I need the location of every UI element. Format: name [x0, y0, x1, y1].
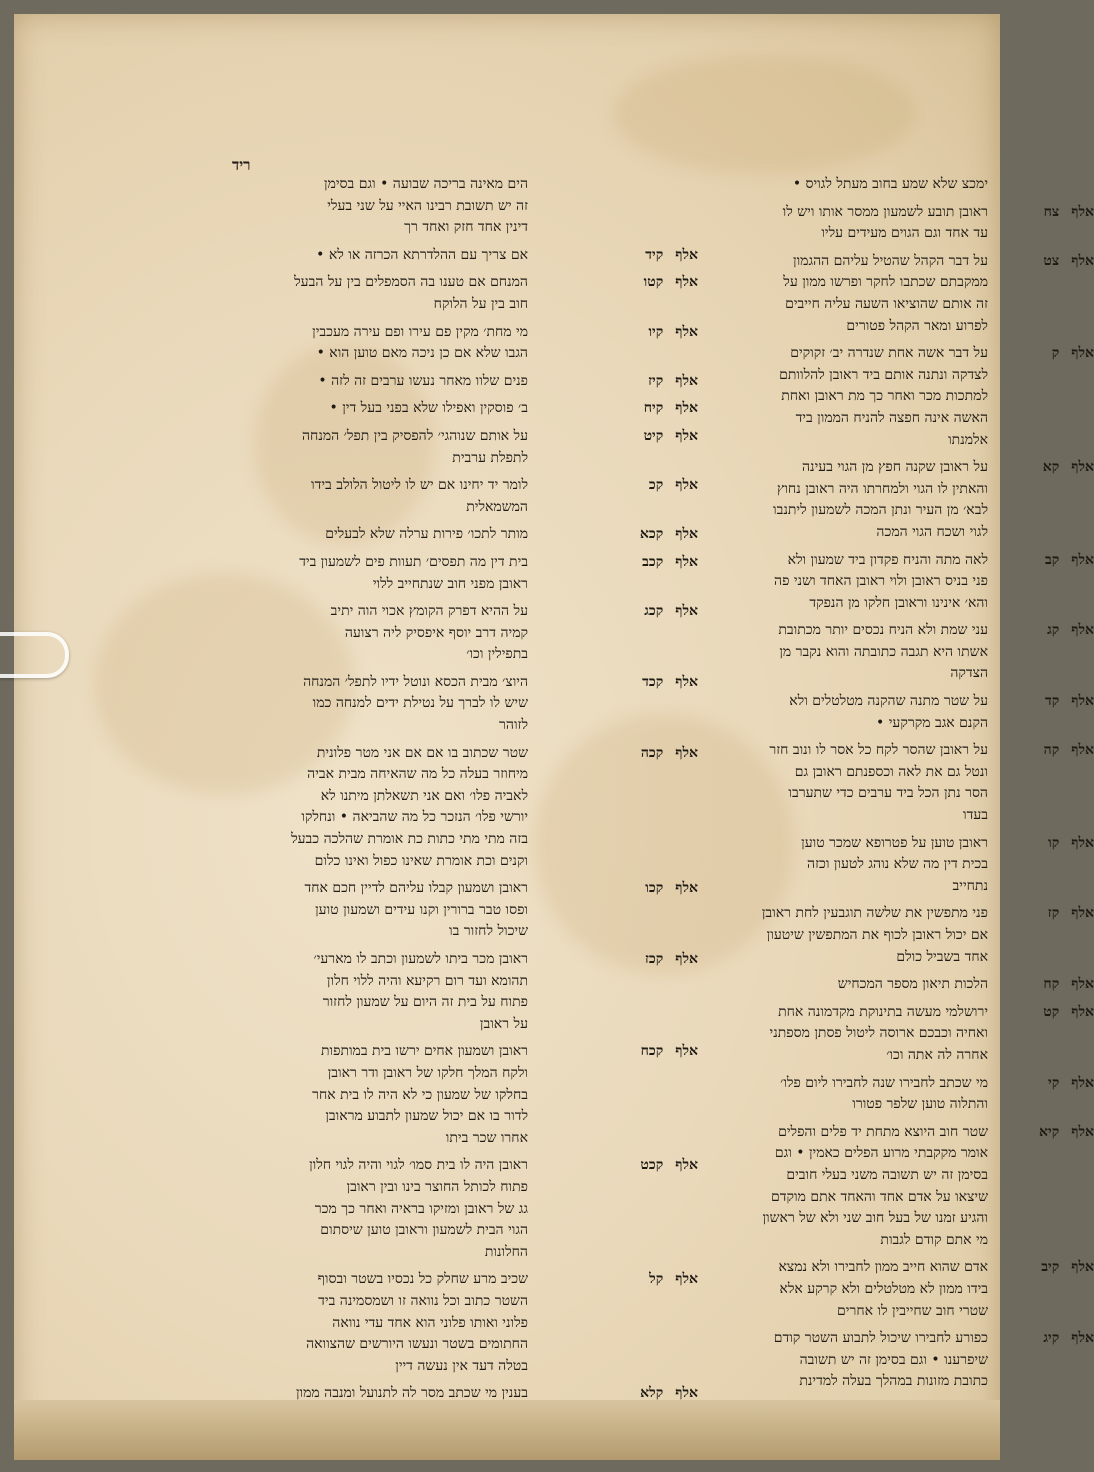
entry-text-line: על דבר הקהל שהטיל עליהם ההגמון: [793, 252, 988, 269]
entry-number-letter: אלף: [675, 427, 698, 444]
entry-number-value: קכו: [645, 880, 664, 897]
entry-number: [558, 272, 698, 294]
entry-number: [1006, 903, 1094, 925]
entry-number: [1006, 251, 1094, 273]
entry-text-line: ראובן מפני חוב שנתחייב ללוי: [372, 575, 528, 592]
entry-number-letter: אלף: [1071, 1330, 1094, 1347]
entry-text-line: היוצ׳ מבית הכסא ונוטל ידיו לתפל׳ המנחה: [303, 673, 528, 690]
entry-number: [558, 426, 698, 448]
entry-text-line: השטר כתוב וכל נוואה זו ושמסמינה ביד: [318, 1292, 528, 1309]
entry-number: [1006, 691, 1094, 713]
entry-text-line: ימכצ שלא שמע בחוב מעתל לגויס •: [792, 176, 988, 192]
entry-text-line: מי מחת׳ מקין פם עירו ופם עירה מעכבין: [312, 323, 528, 340]
entry-number-letter: אלף: [1071, 1259, 1094, 1276]
entry-text-line: שטר חוב היוצא מתחת יד פלים והפלים: [778, 1123, 988, 1140]
entry-text-line: מותר לתכו׳ פירות ערלה שלא לבעלים: [325, 526, 528, 543]
entry-number-letter: אלף: [675, 526, 698, 543]
entry-text-line: פני בניס ראובן ולוי ראובן האחד ושני פה: [774, 573, 988, 590]
entry-text-line: הגוי הבית לשמעון וראובן טוען שיסתום: [320, 1222, 528, 1239]
entry: [188, 1269, 698, 1377]
entry-number-value: קיב: [1041, 1259, 1060, 1276]
entry: [188, 672, 698, 737]
entry-text-line: לזוהר: [499, 717, 528, 734]
entry-text-line: כתובת מזונות במהלך בעלה למדינת: [799, 1373, 988, 1390]
entry-number: [558, 601, 698, 623]
entry-text-line: על ראובן שהסר לקח כל אסר לו ונוב חזר: [769, 742, 988, 759]
entry-text-line: נתחייב: [952, 877, 988, 894]
entry-number: [558, 1155, 698, 1177]
entry-text-line: בידו ממון לא מטלטלים ולא קרקע אלא: [779, 1280, 988, 1297]
entry-number: [1006, 1122, 1094, 1144]
entry-text-line: לאביה פלו׳ ואם אני תשאלתן מיתנו לא: [320, 787, 528, 804]
entry-number-letter: אלף: [1071, 1074, 1094, 1091]
entry-number-value: קה: [1043, 742, 1060, 759]
entry: [548, 974, 1094, 996]
entry-text-line: הצדקה: [950, 665, 988, 682]
entry-number-letter: אלף: [675, 744, 698, 761]
entry-number-letter: אלף: [675, 323, 698, 340]
entry-text-line: ראובן מכר ביתו לשמעון וכתב לו מארעי׳: [313, 951, 528, 967]
entry: [188, 174, 528, 239]
entry-text-line: ממקבתם שכתבו לחקר ופרשו ממון על: [783, 274, 988, 291]
entry-number-letter: אלף: [1071, 345, 1094, 362]
entry-text-line: לפרוע ומאר הקהל פטורים: [846, 317, 988, 334]
entry-text-line: גג של ראובן ומזיקו בראיה ואחר כך מכר: [314, 1200, 528, 1217]
entry-text-line: אומר מקקבתי מרוע הפלים כאמין • וגם: [774, 1145, 988, 1162]
entry-number-letter: אלף: [675, 274, 698, 291]
entry-text-line: ופסו טבר ברורין וקנו עידים ושמעון טוען: [315, 901, 528, 918]
entry-number-letter: אלף: [1071, 459, 1094, 476]
entry-text-line: ראובן היה לו בית סמו׳ לגוי והיה לגוי חלון: [309, 1157, 528, 1174]
entry-number: [558, 245, 698, 267]
entry-text-line: חוב בין על הלוקח: [433, 295, 528, 312]
entry-number-value: קטו: [643, 274, 664, 291]
entry-text-line: מי אתם קודם לגבות: [880, 1231, 988, 1248]
entry-text-line: האשה אינה חפצה להניח הממון ביד: [795, 409, 988, 426]
entry-text-line: על שטר מתנה שהקנה מטלטלים ולא: [789, 693, 988, 710]
entry-text-line: לומר יד יחינו אם יש לו ליטול הלולב בידו: [311, 477, 528, 494]
entry-number-letter: אלף: [675, 553, 698, 570]
entry-number-value: קיח: [643, 400, 664, 417]
entry: [548, 691, 1094, 734]
entry-text-line: אחד בשביל כולם: [896, 948, 988, 965]
entry-number-value: קכד: [642, 673, 664, 690]
entry-number-value: קכה: [640, 744, 664, 761]
entry-text-line: ולקח המלך חלקו של ראובן ודר ראובן: [327, 1064, 528, 1081]
entry-text-line: על ראובן שקנה חפץ מן הגוי בעינה: [801, 459, 988, 476]
entry-number-letter: אלף: [1071, 551, 1094, 568]
entry-number: [558, 1269, 698, 1291]
running-head: ריד: [232, 156, 251, 174]
entry: [188, 601, 698, 666]
entry-number-letter: אלף: [675, 372, 698, 389]
entry-text-line: מי שכתב לחבירו שנה לחבירו ליום פלו׳: [780, 1074, 988, 1091]
entry-text-line: והא׳ אינינו וראובן חלקו מן הנפקד: [809, 594, 988, 611]
entry-text-line: פתוח על בית זה היום על שמעון לחזור: [322, 994, 528, 1011]
entry-text-line: שיצאו על אדם אחד והאחד אתם מוקדם: [771, 1188, 988, 1205]
entry-text-line: המנחם אם טענו בה הסמפלים בין על הבעל: [294, 274, 528, 291]
entry-text-line: שכיב מרע שחלק כל נכסיו בשטר ובסוף: [317, 1271, 528, 1288]
entry: [188, 371, 698, 393]
entry: [188, 1041, 698, 1149]
entry-number-letter: אלף: [1071, 1003, 1094, 1020]
entry-number-value: קלא: [640, 1385, 664, 1402]
entry-text-line: לצדקה ונתנה אותם ביד ראובן להלוותם: [779, 366, 988, 383]
entry-number-letter: אלף: [1071, 834, 1094, 851]
entry-number-value: קיד: [645, 246, 664, 263]
right-column: [548, 174, 1094, 1399]
entry-number-value: קכז: [644, 951, 664, 967]
entry-number: [558, 1383, 698, 1405]
entry-number-letter: אלף: [675, 1043, 698, 1060]
entry-text-line: פלוני ואותו פלוני הוא אחד עדי נוואה: [332, 1314, 528, 1331]
entry-number-value: קיג: [1043, 1330, 1060, 1347]
entry-text-line: הקנם אגב מקרקעי •: [876, 714, 988, 731]
entry-number: [1006, 457, 1094, 479]
entry-number-letter: אלף: [1071, 622, 1094, 639]
entry-number: [1006, 740, 1094, 762]
entry-text-line: בענין מי שכתב מסר לה לתנועל ומנבה ממון: [295, 1385, 528, 1402]
entry-number: [558, 475, 698, 497]
entry: [188, 1155, 698, 1263]
entry: [188, 878, 698, 943]
entry-text-line: החתומים בשטר ונעשו היורשים שהצוואה: [306, 1336, 528, 1353]
paper-stain: [614, 54, 914, 174]
entry-text-line: פני מתפשין את שלשה תוגבעין לחת ראובן: [761, 905, 988, 922]
entry-number-letter: אלף: [675, 246, 698, 263]
entry-number-value: קכא: [639, 526, 664, 543]
entry-number: [1006, 1328, 1094, 1350]
entry-text-line: קמיה דרב יוסף איפסיק ליה רצועה: [344, 624, 528, 641]
entry-text-line: בטלה דעד אין נעשה דיין: [395, 1357, 528, 1374]
entry-number-letter: אלף: [675, 603, 698, 620]
entry: [188, 426, 698, 469]
entry-number-value: קג: [1047, 622, 1060, 639]
entry-number-letter: אלף: [1071, 693, 1094, 710]
entry-text-line: על ההיא דפרק הקומץ אכוי הוה יתיב: [330, 603, 528, 620]
entry-number: [558, 524, 698, 546]
entry-number: [558, 1041, 698, 1063]
entry-text-line: הגבו שלא אם כן ניכה מאם טוען הוא •: [316, 345, 528, 362]
entry-number-value: קכ: [648, 477, 664, 494]
entry-number-letter: אלף: [675, 1157, 698, 1174]
entry-number-value: קיא: [1039, 1123, 1060, 1140]
entry-text-line: כפורע לחבירו שיכול לתבוע השטר קודם: [773, 1330, 988, 1347]
entry-text-line: אדם שהוא חייב ממון לחבירו ולא נמצא: [778, 1259, 988, 1276]
entry-number: [558, 322, 698, 344]
entry-text-line: הלכות תיאון מספר המכחיש: [837, 976, 988, 993]
entry-text-line: בסימן זה יש תשובה משני בעלי חובים: [786, 1166, 988, 1183]
entry-text-line: המשמאלית: [466, 498, 528, 515]
entry-text-line: ב׳ פוסקין ואפילו שלא בפני בעל דין •: [329, 400, 528, 417]
entry-number: [558, 398, 698, 420]
entry-text-line: תהומא ועד רום רקיעא והיה ללוי חלון: [326, 972, 528, 989]
entry-number: [558, 878, 698, 900]
entry-text-line: למתכות מכר ואחר כך מת ראובן ואחת: [781, 388, 988, 405]
entry-number: [558, 371, 698, 393]
entry-number: [1006, 1002, 1094, 1024]
entry-number: [1006, 1073, 1094, 1095]
entry-number-value: צט: [1043, 252, 1060, 269]
entry-text-line: ואחיה וכבכם ארוסה ליטול פסתן מספתני: [769, 1025, 988, 1042]
entry-text-line: לאה מתה והניח פקדון ביד שמעון ולא: [787, 551, 988, 568]
entry-number: [1006, 202, 1094, 224]
entry-text-line: זה אותם שהוציאו השעה עליה חייבים: [785, 295, 988, 312]
entry-text-line: פתוח לכותל החוצר בינו ובין ראובן: [346, 1178, 528, 1195]
entry-number-value: קד: [1044, 693, 1060, 710]
entry-text-line: בזה מתי מתי כתות כת אומרת שהלכה כבעל: [291, 831, 528, 848]
entry-number-letter: אלף: [1071, 742, 1094, 759]
entry-text-line: אם צריך עם ההלדרתא הכרזה או לא •: [316, 246, 528, 263]
entry-text-line: עד אחד וגם הגוים מעידים עליו: [821, 225, 988, 242]
entry-number-letter: אלף: [675, 1385, 698, 1402]
entry-text-line: ונטל גם את לאה וכספנתם ראובן גם: [794, 763, 988, 780]
entry-text-line: שיכול לחזור בו: [449, 923, 528, 940]
entry: [188, 245, 698, 267]
entry-number-value: קב: [1044, 551, 1060, 568]
entry-text-line: פנים שלוו מאחר נעשו ערבים זה לזה •: [318, 372, 528, 389]
entry-number-letter: אלף: [1071, 905, 1094, 922]
entry-number: [1006, 550, 1094, 572]
entry-text-line: בתפילין וכו׳: [466, 646, 528, 663]
entry: [188, 398, 698, 420]
entry-number-letter: אלף: [675, 880, 698, 897]
entry-text-line: לגוי ושכח הגוי המכה: [876, 523, 988, 540]
entry-text-line: בית דין מה תפסים׳ תעוות פים לשמעון ביד: [299, 553, 528, 570]
entry-text-line: והתלוה טוען שלפר פטורו: [852, 1096, 988, 1113]
entry-text-line: ראובן תובע לשמעון ממסר אותו ויש לו: [782, 203, 988, 220]
entry-text-line: שטר שכתוב בו אם אם אני מטר פלונית: [316, 744, 528, 761]
entry-text-line: על ראובן: [479, 1015, 528, 1032]
entry-number-letter: אלף: [675, 673, 698, 690]
entry-text-line: בעדו: [963, 807, 988, 824]
entry-number-value: קי: [1048, 1074, 1060, 1091]
entry-number-value: קיז: [648, 372, 664, 389]
entry-text-line: מיחוזר בעלה כל מה שהאיחה מבית אביה: [307, 766, 528, 783]
entry-number: [558, 743, 698, 765]
entry: [188, 475, 698, 518]
entry-number-letter: אלף: [1071, 203, 1094, 220]
entry-text-line: והגיע זמנו של בעל חוב שני ולא של ראשון: [762, 1210, 988, 1227]
entry-number-value: קו: [1048, 834, 1060, 851]
entry: [188, 1383, 698, 1405]
entry-number: [558, 672, 698, 694]
entry-number-value: קל: [649, 1271, 664, 1288]
entry-number-value: קא: [1042, 459, 1060, 476]
entry-text-line: אלמנתו: [948, 431, 988, 448]
entry-number: [1006, 343, 1094, 365]
entry-text-line: יורשי פלו׳ הנזכר כל מה שהביאה • ונחלקו: [301, 809, 528, 826]
entry-number-value: קיו: [648, 323, 664, 340]
entry: [188, 272, 698, 315]
entry-text-line: והאתין לו הגוי ולמחרתו היה ראובן נחוץ: [777, 480, 988, 497]
entry-text-line: אחרו שכר ביתו: [445, 1129, 528, 1146]
entry-number-letter: אלף: [675, 400, 698, 417]
entry-text-line: על אותם שנוהגי׳ להפסיק בין תפל׳ המנחה: [301, 427, 528, 444]
entry-text-line: בכית דין מה שלא נוהג לטעון וכזה: [807, 856, 988, 873]
entry-number-letter: אלף: [675, 951, 698, 967]
entry-text-line: לדור בו אם יכול שמעון לתבוע מראובן: [325, 1108, 528, 1125]
entry: [548, 1073, 1094, 1116]
entry-number: [1006, 1257, 1094, 1279]
entry-text-line: הים מאינה בריכה שבועה • וגם בסימן: [324, 176, 528, 192]
entry-number-letter: אלף: [675, 1271, 698, 1288]
entry-number-letter: אלף: [675, 477, 698, 494]
entry-text-line: בחלקו של שמעון כי לא היה לו בית אחר: [312, 1086, 528, 1103]
entry-text-line: החלונות: [484, 1243, 528, 1260]
entry-text-line: שטרי חוב שחייבין לו אחרים: [837, 1302, 988, 1319]
entry-text-line: אשתו היא תגבה כתובתה והוא נקבר מן: [779, 643, 988, 660]
entry-number: [1006, 833, 1094, 855]
entry-number: [1006, 974, 1094, 996]
entry-number-value: קח: [1043, 976, 1060, 993]
entry-number-letter: אלף: [1071, 252, 1094, 269]
entry-text-line: ראובן טוען על פטרופא שמכר טוען: [801, 834, 988, 851]
entry: [548, 174, 988, 196]
entry-number-value: צח: [1043, 203, 1060, 220]
entry-text-line: ראובן ושמעון אחים ירשו בית במותפות: [320, 1043, 528, 1060]
left-column: [188, 174, 698, 1411]
entry-text-line: ירושלמי מעשה בתינוקת מקדמונה אחת: [778, 1003, 988, 1020]
entry-number-value: קכג: [644, 603, 664, 620]
entry: [188, 524, 698, 546]
entry-text-line: אחרה לה אתה וכו׳: [886, 1046, 988, 1063]
entry: [188, 552, 698, 595]
entry-text-line: על דבר אשה אחת שנדרה יב׳ זקוקים: [790, 345, 988, 362]
entry-text-line: דינין אחד חזק ואחד רך: [404, 219, 528, 236]
entry-number: [558, 552, 698, 574]
entry-text-line: אם יכול ראובן לכוף את המתפשין שיטעון: [766, 927, 988, 943]
entry-number-letter: אלף: [1071, 1123, 1094, 1140]
entry-text-line: עני שמת ולא הניח נכסים יותר מכתובת: [778, 622, 988, 639]
entry-number-value: קכח: [640, 1043, 664, 1060]
entry-number: [558, 949, 698, 971]
entry: [548, 202, 1094, 245]
entry-number-value: קט: [1043, 1003, 1060, 1020]
entry: [548, 1122, 1094, 1252]
entry-text-line: וקנים וכת אומרת שאינו כפול ואינו כלום: [314, 852, 528, 869]
entry: [188, 322, 698, 365]
entry: [188, 743, 698, 873]
entry-text-line: שיש לו לברך על נטילת ידים למנחה כמו: [312, 695, 528, 712]
entry-number-value: קכט: [640, 1157, 664, 1174]
entry-number-value: קיט: [643, 427, 664, 444]
entry-text-line: לבא׳ מן העיר ונתן המכה לשמעון ליתנבו: [773, 502, 988, 519]
entry-number-value: קז: [1047, 905, 1060, 922]
entry-number-letter: אלף: [1071, 976, 1094, 993]
entry-text-line: זה יש תשובת רבינו האיי על שני בעלי: [327, 197, 528, 214]
entry-number: [1006, 620, 1094, 642]
entry-text-line: ראובן ושמעון קבלו עליהם לדיין חכם אחד: [304, 880, 528, 897]
paper-clip: [0, 632, 69, 678]
entry-text-line: הסר נתן הכל ביד ערבים כדי שתערבו: [788, 785, 988, 802]
entry-number-value: קכב: [642, 553, 664, 570]
entry-text-line: שיפרענו • וגם בסימן זה יש תשובה: [799, 1351, 988, 1368]
entry-number-value: ק: [1051, 345, 1060, 362]
entry-text-line: לתפלת ערבית: [452, 449, 528, 466]
entry: [188, 949, 698, 1035]
